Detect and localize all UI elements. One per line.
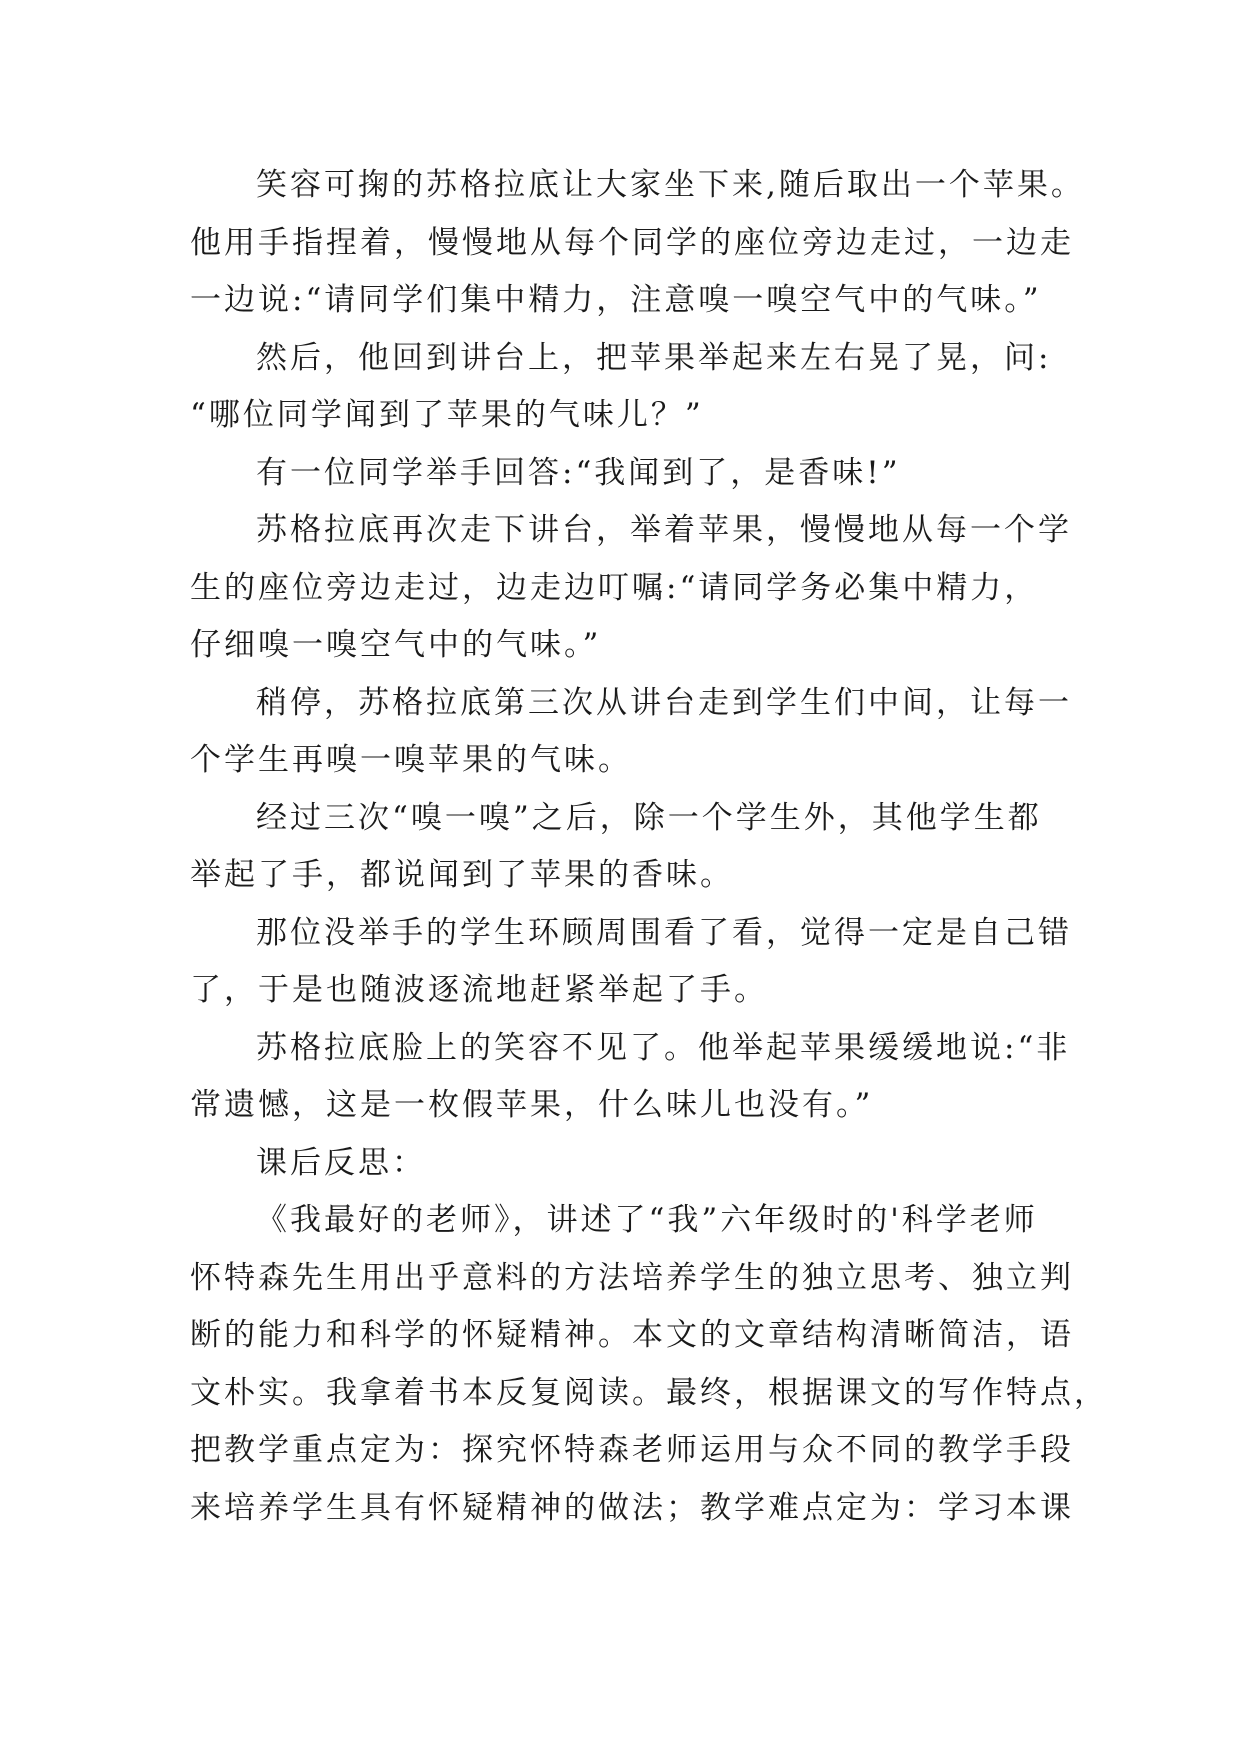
text-line: 苏格拉底再次走下讲台，举着苹果，慢慢地从每一个学 <box>256 512 1072 548</box>
text-line: 文朴实。我拿着书本反复阅读。最终，根据课文的写作特点， <box>190 1374 1108 1411</box>
text-line: 那位没举手的学生环顾周围看了看，觉得一定是自己错 <box>256 914 1072 951</box>
document-body <box>190 157 1108 1537</box>
text-line: 笑容可掬的苏格拉底让大家坐下来,随后取出一个苹果。 <box>256 167 1085 203</box>
text-line: 苏格拉底脸上的笑容不见了。他举起苹果缓缓地说:“非 <box>256 1029 1071 1066</box>
text-line: 有一位同学举手回答:“我闻到了，是香味!” <box>256 454 901 491</box>
text-line: 了，于是也随波逐流地赶紧举起了手。 <box>190 972 768 1008</box>
text-line: 稍停，苏格拉底第三次从讲台走到学生们中间，让每一 <box>256 684 1072 721</box>
text-line: “哪位同学闻到了苹果的气味儿？” <box>190 397 704 433</box>
text-line: 课后反思： <box>256 1144 426 1181</box>
text-line: 举起了手，都说闻到了苹果的香味。 <box>190 857 734 893</box>
text-line: 生的座位旁边走过，边走边叮嘱:“请同学务必集中精力， <box>190 569 1039 606</box>
text-line: 《我最好的老师》，讲述了“我”六年级时的'科学老师 <box>256 1202 1038 1238</box>
text-line: 把教学重点定为：探究怀特森老师运用与众不同的教学手段 <box>190 1432 1074 1468</box>
text-line: 经过三次“嗅一嗅”之后，除一个学生外，其他学生都 <box>256 799 1042 836</box>
text-line: 一边说:“请同学们集中精力，注意嗅一嗅空气中的气味。” <box>190 282 1042 318</box>
text-line: 怀特森先生用出乎意料的方法培养学生的独立思考、独立判 <box>190 1259 1074 1296</box>
text-line: 来培养学生具有怀疑精神的做法；教学难点定为：学习本课 <box>190 1489 1074 1526</box>
text-line: 然后，他回到讲台上，把苹果举起来左右晃了晃，问: <box>256 339 1052 376</box>
text-line: 仔细嗅一嗅空气中的气味。” <box>190 627 602 663</box>
text-line: 常遗憾，这是一枚假苹果，什么味儿也没有。” <box>190 1087 874 1123</box>
text-line: 个学生再嗅一嗅苹果的气味。 <box>190 742 632 778</box>
text-line: 他用手指捏着，慢慢地从每个同学的座位旁边走过，一边走 <box>190 224 1074 261</box>
text-line: 断的能力和科学的怀疑精神。本文的文章结构清晰简洁，语 <box>190 1317 1074 1353</box>
